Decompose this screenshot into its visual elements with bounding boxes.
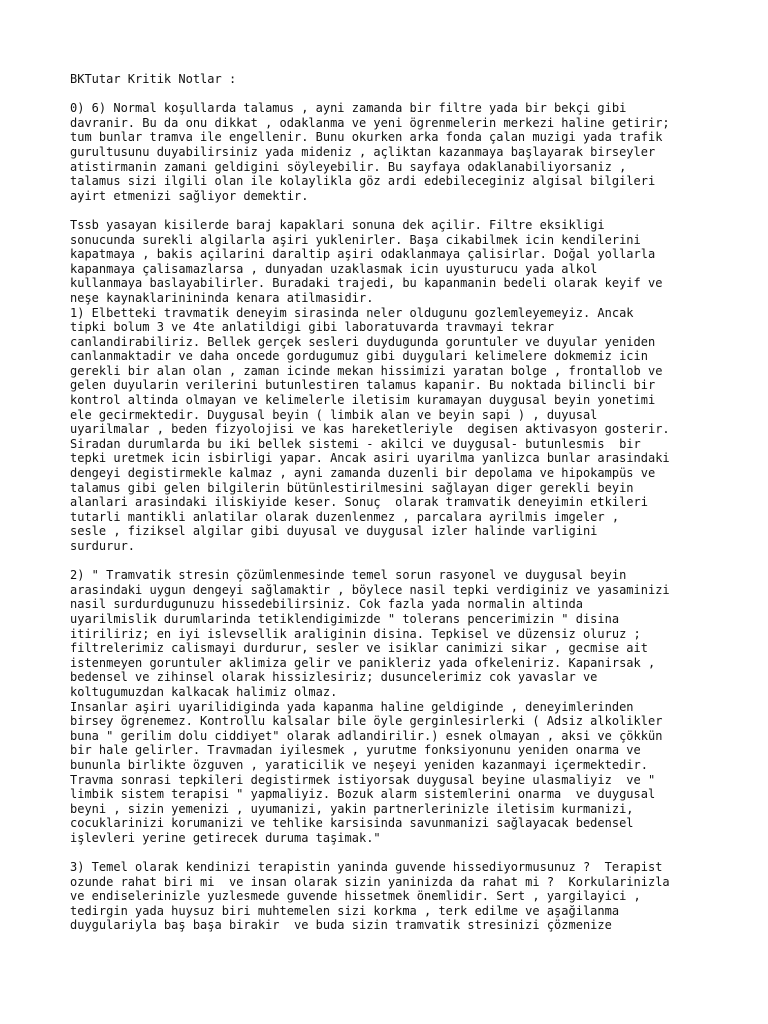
text-line: surdurur. xyxy=(70,539,136,553)
text-line: limbik sistem terapisi " yapmaliyiz. Bozuk alarm sistemlerini onarma ve duygusal xyxy=(70,787,656,802)
text-line: dengeyi degistirmekle kalmaz , ayni zamanda duzenli bir depolama ve hipokampüs ve xyxy=(70,466,656,481)
text-line: işlevleri yerine getirecek duruma taşimak." xyxy=(70,830,381,845)
text-line: beyni , sizin yemenizi , uyumanizi, yakin partnerlerinizle iletisim kurmanizi, xyxy=(70,801,634,816)
text-line: nasil surdurdugunuzu hissedebilirsiniz. Cok fazla yada normalin altinda xyxy=(70,597,583,612)
text-line: gerekli bir alan olan , zaman icinde mekan hissimizi yaratan bolge , frontallob ve xyxy=(70,363,663,378)
text-line: buna " gerilim dolu ciddiyet" olarak adlandirilir.) esnek olmayan , aksi ve çökkün xyxy=(70,728,663,743)
text-line: canlanmaktadir ve daha oncede gordugumuz gibi duygulari kelimelere dokmemiz icin xyxy=(70,349,648,364)
text-line: itiriliriz; en iyi islevsellik araliginin disina. Tepkisel ve düzensiz oluruz ; xyxy=(70,626,641,641)
text-line: neşe kaynaklarinininda kenara atilmasidir. xyxy=(70,290,374,305)
text-line: bedensel ve zihinsel olarak hissizlesiriz; dusuncelerimiz cok yavaslar ve xyxy=(70,670,598,685)
text-line: uyarilmislik durumlarinda tetiklendigimizde " tolerans pencerimizin " disina xyxy=(70,611,620,626)
text-line: birsey ögrenemez. Kontrollu kalsalar bile öyle gerginlesirlerki ( Adsiz alkolikler xyxy=(70,714,663,729)
text-line: talamus sizi ilgili olan ile kolaylikla göz ardi edebileceginiz algisal bilgileri xyxy=(70,174,656,189)
text-line: davranir. Bu da onu dikkat , odaklanma ve yeni ögrenmelerin merkezi haline getirir; xyxy=(70,115,670,130)
text-line: arasindaki uygun dengeyi sağlamaktir , böylece nasil tepki verdiginiz ve yasaminizi xyxy=(70,582,670,597)
text-line: tutarli mantikli anlatilar olarak duzenlenmez , parcalara ayrilmis imgeler , xyxy=(70,509,620,524)
text-line: koltugumuzdan kalkacak halimiz olmaz. xyxy=(70,684,338,699)
document-body xyxy=(70,101,710,933)
document-title: BKTutar Kritik Notlar : xyxy=(70,72,237,86)
text-line: istenmeyen goruntuler aklimiza gelir ve panikleriz yada ofkeleniriz. Kapanirsak , xyxy=(70,655,656,670)
text-line: ayirt etmenizi sağliyor demektir. xyxy=(70,188,309,203)
text-line: 3) Temel olarak kendinizi terapistin yaninda guvende hissediyormusunuz ? Terapist xyxy=(70,860,663,875)
text-line: gurultusunu duyabilirsiniz yada mideniz , açliktan kazanmaya başlayarak birseyler xyxy=(70,144,656,159)
text-line: tipki bolum 3 ve 4te anlatildigi gibi laboratuvarda travmayi tekrar xyxy=(70,320,555,335)
text-line: kapatmaya , bakis açilarini daraltip aşiri odaklanmaya çalisirlar. Doğal yollarla xyxy=(70,247,656,262)
text-line: ele gecirmektedir. Duygusal beyin ( limbik alan ve beyin sapi ) , duyusal xyxy=(70,407,598,422)
text-line: kontrol altinda olmayan ve kelimelerle iletisim kuramayan duygusal beyin yonetimi xyxy=(70,393,656,408)
text-line: sonucunda surekli algilarla aşiri yuklenirler. Başa cikabilmek icin kendilerini xyxy=(70,232,641,247)
text-line: tepki uretmek icin isbirligi yapar. Ancak asiri uyarilma yanlizca bunlar arasindaki xyxy=(70,451,670,466)
text-line: kullanmaya baslayabilirler. Buradaki trajedi, bu kapanmanin bedeli olarak keyif ve xyxy=(70,276,663,291)
text-line: gelen duyularin verilerini butunlestiren talamus kapanir. Bu noktada bilincli bir xyxy=(70,378,656,393)
text-line: kapanmaya çalisamazlarsa , dunyadan uzaklasmak icin uyusturucu yada alkol xyxy=(70,261,598,276)
text-line: duygulariyla baş başa birakir ve buda sizin tramvatik stresinizi çözmenize xyxy=(70,918,612,933)
text-line: tedirgin yada huysuz biri muhtemelen sizi korkma , terk edilme ve aşağilanma xyxy=(70,903,620,918)
paragraph xyxy=(70,101,710,203)
text-line: ve endiselerinizle yuzlesmede guvende hissetmek önemlidir. Sert , yargilayici , xyxy=(70,889,641,904)
text-line: atistirmanin zamani geldigini söyleyebilir. Bu sayfaya odaklanabiliyorsaniz , xyxy=(70,159,627,174)
text-line: tum bunlar tramva ile engellenir. Bunu okurken arka fonda çalan muzigi yada trafik xyxy=(70,130,663,145)
text-line: 1) Elbetteki travmatik deneyim sirasinda neler oldugunu gozlemleyemeyiz. Ancak xyxy=(70,305,634,320)
text-line: Travma sonrasi tepkileri degistirmek istiyorsak duygusal beyine ulasmaliyiz ve " xyxy=(70,772,656,787)
text-line: canlandirabiliriz. Bellek gerçek sesleri duydugunda goruntuler ve duyular yeniden xyxy=(70,334,656,349)
paragraph xyxy=(70,568,710,845)
document-page xyxy=(70,72,710,933)
paragraph xyxy=(70,218,710,554)
text-line: Tssb yasayan kisilerde baraj kapaklari sonuna dek açilir. Filtre eksikligi xyxy=(70,217,605,232)
text-line: 2) " Tramvatik stresin çözümlenmesinde temel sorun rasyonel ve duygusal beyin xyxy=(70,568,627,583)
text-line: talamus gibi gelen bilgilerin bütünlestirilmesini sağlayan diger gerekli beyin xyxy=(70,480,634,495)
text-line: cocuklarinizi korumanizi ve tehlike karsisinda savunmanizi sağlayacak bedensel xyxy=(70,816,634,831)
text-line: Siradan durumlarda bu iki bellek sistemi - akilci ve duygusal- butunlesmis bir xyxy=(70,436,641,451)
paragraph xyxy=(70,860,710,933)
text-line: ozunde rahat biri mi ve insan olarak sizin yaninizda da rahat mi ? Korkularinizla xyxy=(70,874,670,889)
text-line: filtrelerimiz calismayi durdurur, sesler ve isiklar canimizi sikar , gecmise ait xyxy=(70,641,648,656)
text-line: sesle , fiziksel algilar gibi duyusal ve duygusal izler halinde varligini xyxy=(70,524,598,539)
text-line: bununla birlikte özguven , yaraticilik ve neşeyi yeniden kazanmayi içermektedir. xyxy=(70,757,648,772)
text-line: alanlari arasindaki iliskiyide keser. Sonuç olarak tramvatik deneyimin etkileri xyxy=(70,495,648,510)
text-line: bir hale gelirler. Travmadan iyilesmek , yurutme fonksiyonunu yeniden onarma ve xyxy=(70,743,641,758)
text-line: Insanlar aşiri uyarilidiginda yada kapanma haline geldiginde , deneyimlerinden xyxy=(70,699,634,714)
text-line: uyarilmalar , beden fizyolojisi ve kas hareketleriyle degisen aktivasyon gosterir. xyxy=(70,422,670,437)
text-line: 0) 6) Normal koşullarda talamus , ayni zamanda bir filtre yada bir bekçi gibi xyxy=(70,101,627,116)
